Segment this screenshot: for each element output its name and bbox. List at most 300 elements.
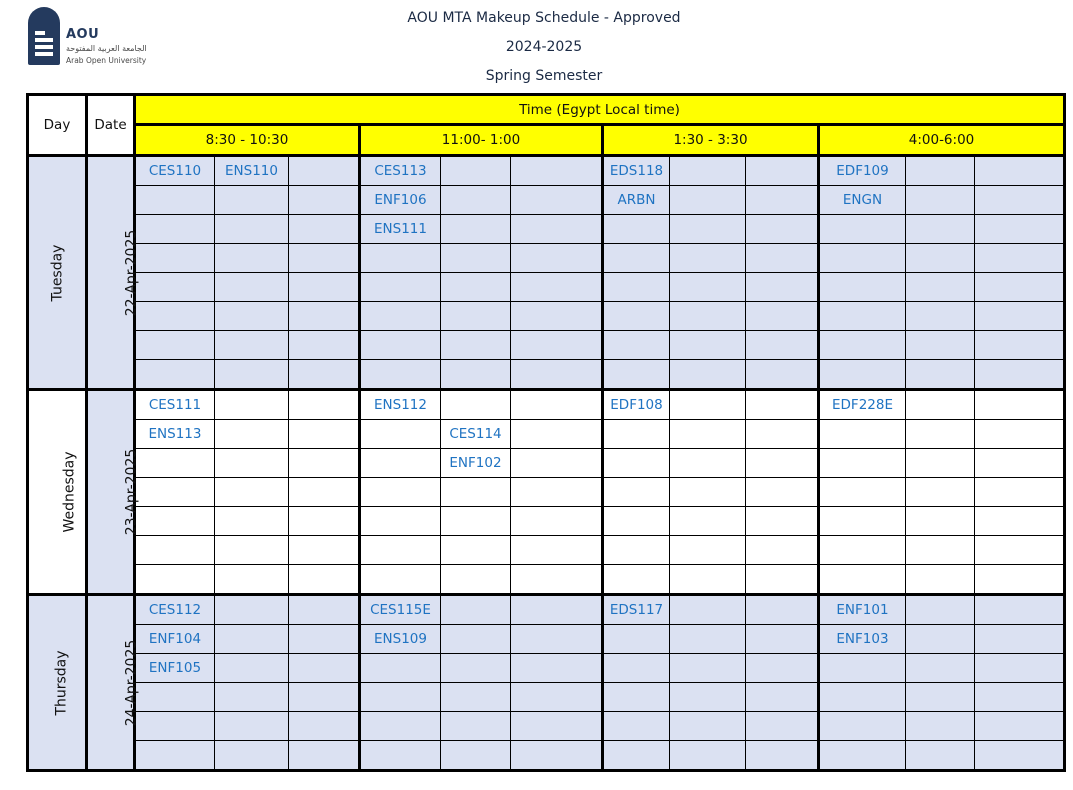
schedule-cell (289, 683, 360, 712)
schedule-cell (441, 536, 511, 565)
schedule-cell (819, 536, 906, 565)
slot-header-4: 4:00-6:00 (819, 125, 1065, 156)
schedule-cell (603, 536, 670, 565)
course-code: EDF108 (603, 390, 670, 420)
course-code: CES114 (441, 420, 511, 449)
schedule-cell (906, 536, 975, 565)
schedule-cell (746, 331, 819, 360)
schedule-cell (603, 683, 670, 712)
schedule-cell (670, 507, 746, 536)
course-code: EDF109 (819, 156, 906, 186)
schedule-cell (289, 331, 360, 360)
schedule-cell (603, 244, 670, 273)
schedule-cell (441, 273, 511, 302)
schedule-cell (289, 156, 360, 186)
schedule-cell (289, 654, 360, 683)
schedule-cell (906, 156, 975, 186)
schedule-row (28, 360, 1065, 390)
schedule-cell (135, 683, 215, 712)
day-name: Wednesday (61, 451, 78, 533)
schedule-cell (975, 595, 1065, 625)
course-code: ENF104 (135, 625, 215, 654)
schedule-cell (441, 741, 511, 771)
schedule-cell (135, 565, 215, 595)
schedule-row (28, 595, 1065, 625)
schedule-cell (906, 331, 975, 360)
schedule-cell (603, 360, 670, 390)
schedule-cell (360, 478, 441, 507)
course-code: EDS118 (603, 156, 670, 186)
schedule-cell (135, 741, 215, 771)
schedule-cell (511, 449, 603, 478)
schedule-cell (289, 360, 360, 390)
schedule-cell (975, 712, 1065, 741)
schedule-cell (670, 449, 746, 478)
schedule-cell (135, 186, 215, 215)
schedule-cell (975, 654, 1065, 683)
schedule-cell (819, 273, 906, 302)
schedule-cell (360, 302, 441, 331)
schedule-cell (135, 536, 215, 565)
schedule-cell (289, 215, 360, 244)
schedule-cell (819, 565, 906, 595)
schedule-cell (975, 331, 1065, 360)
course-code: ENS111 (360, 215, 441, 244)
schedule-cell (441, 156, 511, 186)
course-code: ENGN (819, 186, 906, 215)
schedule-cell (360, 741, 441, 771)
schedule-cell (746, 536, 819, 565)
schedule-cell (441, 478, 511, 507)
schedule-cell (975, 683, 1065, 712)
date-column-header: Date (87, 95, 135, 156)
schedule-row (28, 390, 1065, 420)
schedule-cell (975, 273, 1065, 302)
schedule-cell (135, 331, 215, 360)
schedule-cell (215, 507, 289, 536)
schedule-cell (441, 390, 511, 420)
schedule-cell (670, 478, 746, 507)
schedule-cell (603, 331, 670, 360)
schedule-cell (819, 215, 906, 244)
schedule-cell (746, 186, 819, 215)
day-name: Tuesday (49, 244, 66, 301)
schedule-row (28, 273, 1065, 302)
schedule-cell (360, 244, 441, 273)
course-code: CES115E (360, 595, 441, 625)
schedule-cell (441, 331, 511, 360)
schedule-cell (215, 215, 289, 244)
schedule-cell (906, 712, 975, 741)
schedule-cell (975, 390, 1065, 420)
schedule-cell (746, 507, 819, 536)
day-label-cell (28, 390, 87, 595)
schedule-cell (975, 420, 1065, 449)
schedule-cell (670, 156, 746, 186)
schedule-cell (511, 507, 603, 536)
schedule-cell (511, 625, 603, 654)
schedule-cell (603, 449, 670, 478)
schedule-cell (603, 507, 670, 536)
schedule-cell (135, 478, 215, 507)
date-label-cell (87, 595, 140, 771)
schedule-cell (906, 625, 975, 654)
schedule-cell (746, 273, 819, 302)
logo-english-name: Arab Open University (66, 56, 147, 65)
schedule-cell (135, 507, 215, 536)
schedule-cell (670, 215, 746, 244)
schedule-cell (215, 683, 289, 712)
schedule-cell (975, 625, 1065, 654)
schedule-cell (289, 186, 360, 215)
course-code: ENF102 (441, 449, 511, 478)
schedule-cell (441, 186, 511, 215)
date-value: 24-Apr-2025 (123, 639, 140, 726)
schedule-cell (670, 302, 746, 331)
schedule-cell (746, 683, 819, 712)
schedule-cell (603, 625, 670, 654)
schedule-row (28, 331, 1065, 360)
schedule-cell (819, 712, 906, 741)
schedule-row (28, 741, 1065, 771)
schedule-cell (215, 331, 289, 360)
schedule-cell (975, 156, 1065, 186)
schedule-cell (135, 215, 215, 244)
schedule-cell (603, 215, 670, 244)
schedule-cell (819, 741, 906, 771)
schedule-row (28, 654, 1065, 683)
schedule-cell (215, 420, 289, 449)
schedule-cell (603, 712, 670, 741)
schedule-cell (906, 683, 975, 712)
schedule-cell (215, 360, 289, 390)
day-column-header: Day (28, 95, 87, 156)
day-name: Thursday (53, 649, 70, 716)
schedule-row (28, 449, 1065, 478)
course-code: CES110 (135, 156, 215, 186)
schedule-cell (441, 683, 511, 712)
schedule-cell (670, 360, 746, 390)
schedule-cell (975, 360, 1065, 390)
schedule-cell (215, 449, 289, 478)
schedule-cell (906, 360, 975, 390)
schedule-cell (603, 420, 670, 449)
schedule-cell (289, 390, 360, 420)
schedule-cell (746, 156, 819, 186)
schedule-cell (135, 244, 215, 273)
schedule-cell (135, 449, 215, 478)
schedule-cell (746, 478, 819, 507)
schedule-cell (289, 565, 360, 595)
schedule-cell (670, 244, 746, 273)
page-title: AOU MTA Makeup Schedule - Approved (407, 10, 681, 26)
schedule-cell (906, 507, 975, 536)
schedule-cell (746, 244, 819, 273)
slot-header-3: 1:30 - 3:30 (603, 125, 819, 156)
schedule-cell (975, 449, 1065, 478)
schedule-cell (360, 683, 441, 712)
schedule-cell (670, 683, 746, 712)
schedule-cell (975, 741, 1065, 771)
schedule-cell (135, 360, 215, 390)
schedule-cell (441, 595, 511, 625)
schedule-cell (906, 565, 975, 595)
schedule-cell (215, 565, 289, 595)
slot-header-1: 8:30 - 10:30 (135, 125, 360, 156)
schedule-row (28, 302, 1065, 331)
schedule-row (28, 712, 1065, 741)
course-code: ARBN (603, 186, 670, 215)
schedule-cell (819, 507, 906, 536)
schedule-cell (670, 390, 746, 420)
schedule-cell (289, 478, 360, 507)
time-header: Time (Egypt Local time) (135, 95, 1065, 125)
schedule-cell (289, 244, 360, 273)
schedule-cell (441, 244, 511, 273)
date-value: 22-Apr-2025 (123, 229, 140, 316)
course-code: ENF105 (135, 654, 215, 683)
schedule-cell (511, 273, 603, 302)
schedule-cell (511, 741, 603, 771)
schedule-cell (360, 360, 441, 390)
schedule-cell (746, 565, 819, 595)
schedule-row (28, 478, 1065, 507)
semester-label: Spring Semester (485, 68, 603, 84)
schedule-cell (441, 215, 511, 244)
schedule-cell (819, 244, 906, 273)
schedule-cell (819, 654, 906, 683)
schedule-cell (135, 302, 215, 331)
schedule-cell (603, 302, 670, 331)
schedule-cell (215, 654, 289, 683)
schedule-cell (215, 595, 289, 625)
schedule-cell (906, 420, 975, 449)
date-label-cell (87, 156, 140, 390)
course-code: CES112 (135, 595, 215, 625)
schedule-cell (819, 331, 906, 360)
schedule-cell (906, 478, 975, 507)
schedule-cell (215, 536, 289, 565)
schedule-cell (670, 565, 746, 595)
schedule-cell (289, 595, 360, 625)
schedule-cell (511, 565, 603, 595)
schedule-cell (906, 390, 975, 420)
schedule-cell (360, 712, 441, 741)
course-code: EDF228E (819, 390, 906, 420)
schedule-row (28, 565, 1065, 595)
schedule-cell (603, 273, 670, 302)
schedule-table (26, 93, 1066, 772)
schedule-cell (603, 654, 670, 683)
schedule-cell (289, 741, 360, 771)
logo-arabic-name: الجامعة العربية المفتوحة (66, 44, 147, 53)
schedule-cell (441, 565, 511, 595)
schedule-cell (746, 390, 819, 420)
schedule-cell (746, 712, 819, 741)
course-code: CES111 (135, 390, 215, 420)
schedule-cell (441, 625, 511, 654)
schedule-cell (670, 741, 746, 771)
day-label-cell (28, 595, 87, 771)
schedule-cell (441, 360, 511, 390)
schedule-cell (906, 302, 975, 331)
schedule-cell (360, 273, 441, 302)
schedule-cell (670, 654, 746, 683)
schedule-cell (670, 331, 746, 360)
schedule-cell (906, 449, 975, 478)
schedule-cell (603, 478, 670, 507)
schedule-cell (670, 186, 746, 215)
logo-arch-icon (28, 7, 60, 65)
schedule-cell (511, 331, 603, 360)
schedule-cell (511, 360, 603, 390)
schedule-cell (511, 654, 603, 683)
schedule-cell (511, 478, 603, 507)
schedule-cell (215, 625, 289, 654)
schedule-cell (670, 712, 746, 741)
course-code: ENS109 (360, 625, 441, 654)
schedule-cell (819, 449, 906, 478)
schedule-cell (906, 215, 975, 244)
schedule-cell (289, 507, 360, 536)
schedule-cell (906, 244, 975, 273)
schedule-cell (975, 536, 1065, 565)
schedule-row (28, 186, 1065, 215)
schedule-cell (670, 595, 746, 625)
schedule-row (28, 215, 1065, 244)
schedule-cell (746, 360, 819, 390)
schedule-cell (360, 420, 441, 449)
schedule-cell (511, 215, 603, 244)
schedule-cell (746, 420, 819, 449)
schedule-cell (511, 536, 603, 565)
schedule-cell (215, 273, 289, 302)
schedule-cell (441, 712, 511, 741)
schedule-cell (603, 741, 670, 771)
schedule-cell (603, 565, 670, 595)
schedule-cell (746, 741, 819, 771)
schedule-cell (975, 507, 1065, 536)
schedule-cell (975, 565, 1065, 595)
schedule-cell (441, 654, 511, 683)
schedule-cell (511, 390, 603, 420)
schedule-cell (215, 244, 289, 273)
schedule-cell (819, 360, 906, 390)
schedule-cell (215, 186, 289, 215)
schedule-cell (289, 420, 360, 449)
schedule-cell (511, 712, 603, 741)
schedule-cell (511, 595, 603, 625)
schedule-cell (360, 331, 441, 360)
schedule-cell (746, 449, 819, 478)
schedule-cell (975, 215, 1065, 244)
schedule-cell (746, 625, 819, 654)
schedule-cell (511, 186, 603, 215)
schedule-cell (906, 273, 975, 302)
date-label-cell (87, 390, 140, 595)
schedule-cell (670, 625, 746, 654)
schedule-cell (975, 186, 1065, 215)
schedule-cell (975, 244, 1065, 273)
schedule-cell (289, 302, 360, 331)
schedule-cell (289, 625, 360, 654)
course-code: ENS112 (360, 390, 441, 420)
schedule-cell (289, 449, 360, 478)
schedule-cell (975, 478, 1065, 507)
schedule-cell (135, 712, 215, 741)
schedule-cell (215, 478, 289, 507)
schedule-cell (511, 683, 603, 712)
schedule-cell (819, 302, 906, 331)
schedule-cell (289, 273, 360, 302)
schedule-cell (289, 712, 360, 741)
logo-abbreviation: AOU (66, 27, 100, 42)
schedule-cell (441, 302, 511, 331)
schedule-cell (819, 478, 906, 507)
academic-year: 2024-2025 (505, 39, 583, 55)
course-code: CES113 (360, 156, 441, 186)
schedule-cell (819, 683, 906, 712)
schedule-row (28, 156, 1065, 186)
schedule-row (28, 244, 1065, 273)
schedule-row (28, 420, 1065, 449)
course-code: ENF106 (360, 186, 441, 215)
schedule-cell (670, 420, 746, 449)
schedule-cell (360, 507, 441, 536)
course-code: ENF103 (819, 625, 906, 654)
schedule-cell (360, 449, 441, 478)
schedule-cell (215, 741, 289, 771)
slot-header-2: 11:00- 1:00 (360, 125, 603, 156)
schedule-row (28, 507, 1065, 536)
course-code: ENS110 (215, 156, 289, 186)
schedule-cell (215, 390, 289, 420)
schedule-cell (906, 654, 975, 683)
schedule-cell (511, 302, 603, 331)
schedule-row (28, 683, 1065, 712)
schedule-cell (975, 302, 1065, 331)
schedule-cell (360, 536, 441, 565)
university-logo (28, 7, 158, 69)
course-code: ENS113 (135, 420, 215, 449)
day-label-cell (28, 156, 87, 390)
schedule-cell (511, 420, 603, 449)
schedule-cell (289, 536, 360, 565)
schedule-cell (906, 595, 975, 625)
schedule-cell (906, 186, 975, 215)
schedule-cell (360, 565, 441, 595)
schedule-cell (670, 273, 746, 302)
schedule-cell (215, 302, 289, 331)
schedule-cell (441, 507, 511, 536)
schedule-row (28, 536, 1065, 565)
date-value: 23-Apr-2025 (123, 448, 140, 536)
schedule-cell (511, 156, 603, 186)
schedule-cell (135, 273, 215, 302)
schedule-cell (670, 536, 746, 565)
schedule-row (28, 625, 1065, 654)
schedule-cell (360, 654, 441, 683)
schedule-cell (746, 654, 819, 683)
course-code: EDS117 (603, 595, 670, 625)
schedule-cell (906, 741, 975, 771)
schedule-cell (511, 244, 603, 273)
schedule-cell (746, 595, 819, 625)
course-code: ENF101 (819, 595, 906, 625)
schedule-cell (215, 712, 289, 741)
schedule-cell (746, 302, 819, 331)
schedule-cell (819, 420, 906, 449)
